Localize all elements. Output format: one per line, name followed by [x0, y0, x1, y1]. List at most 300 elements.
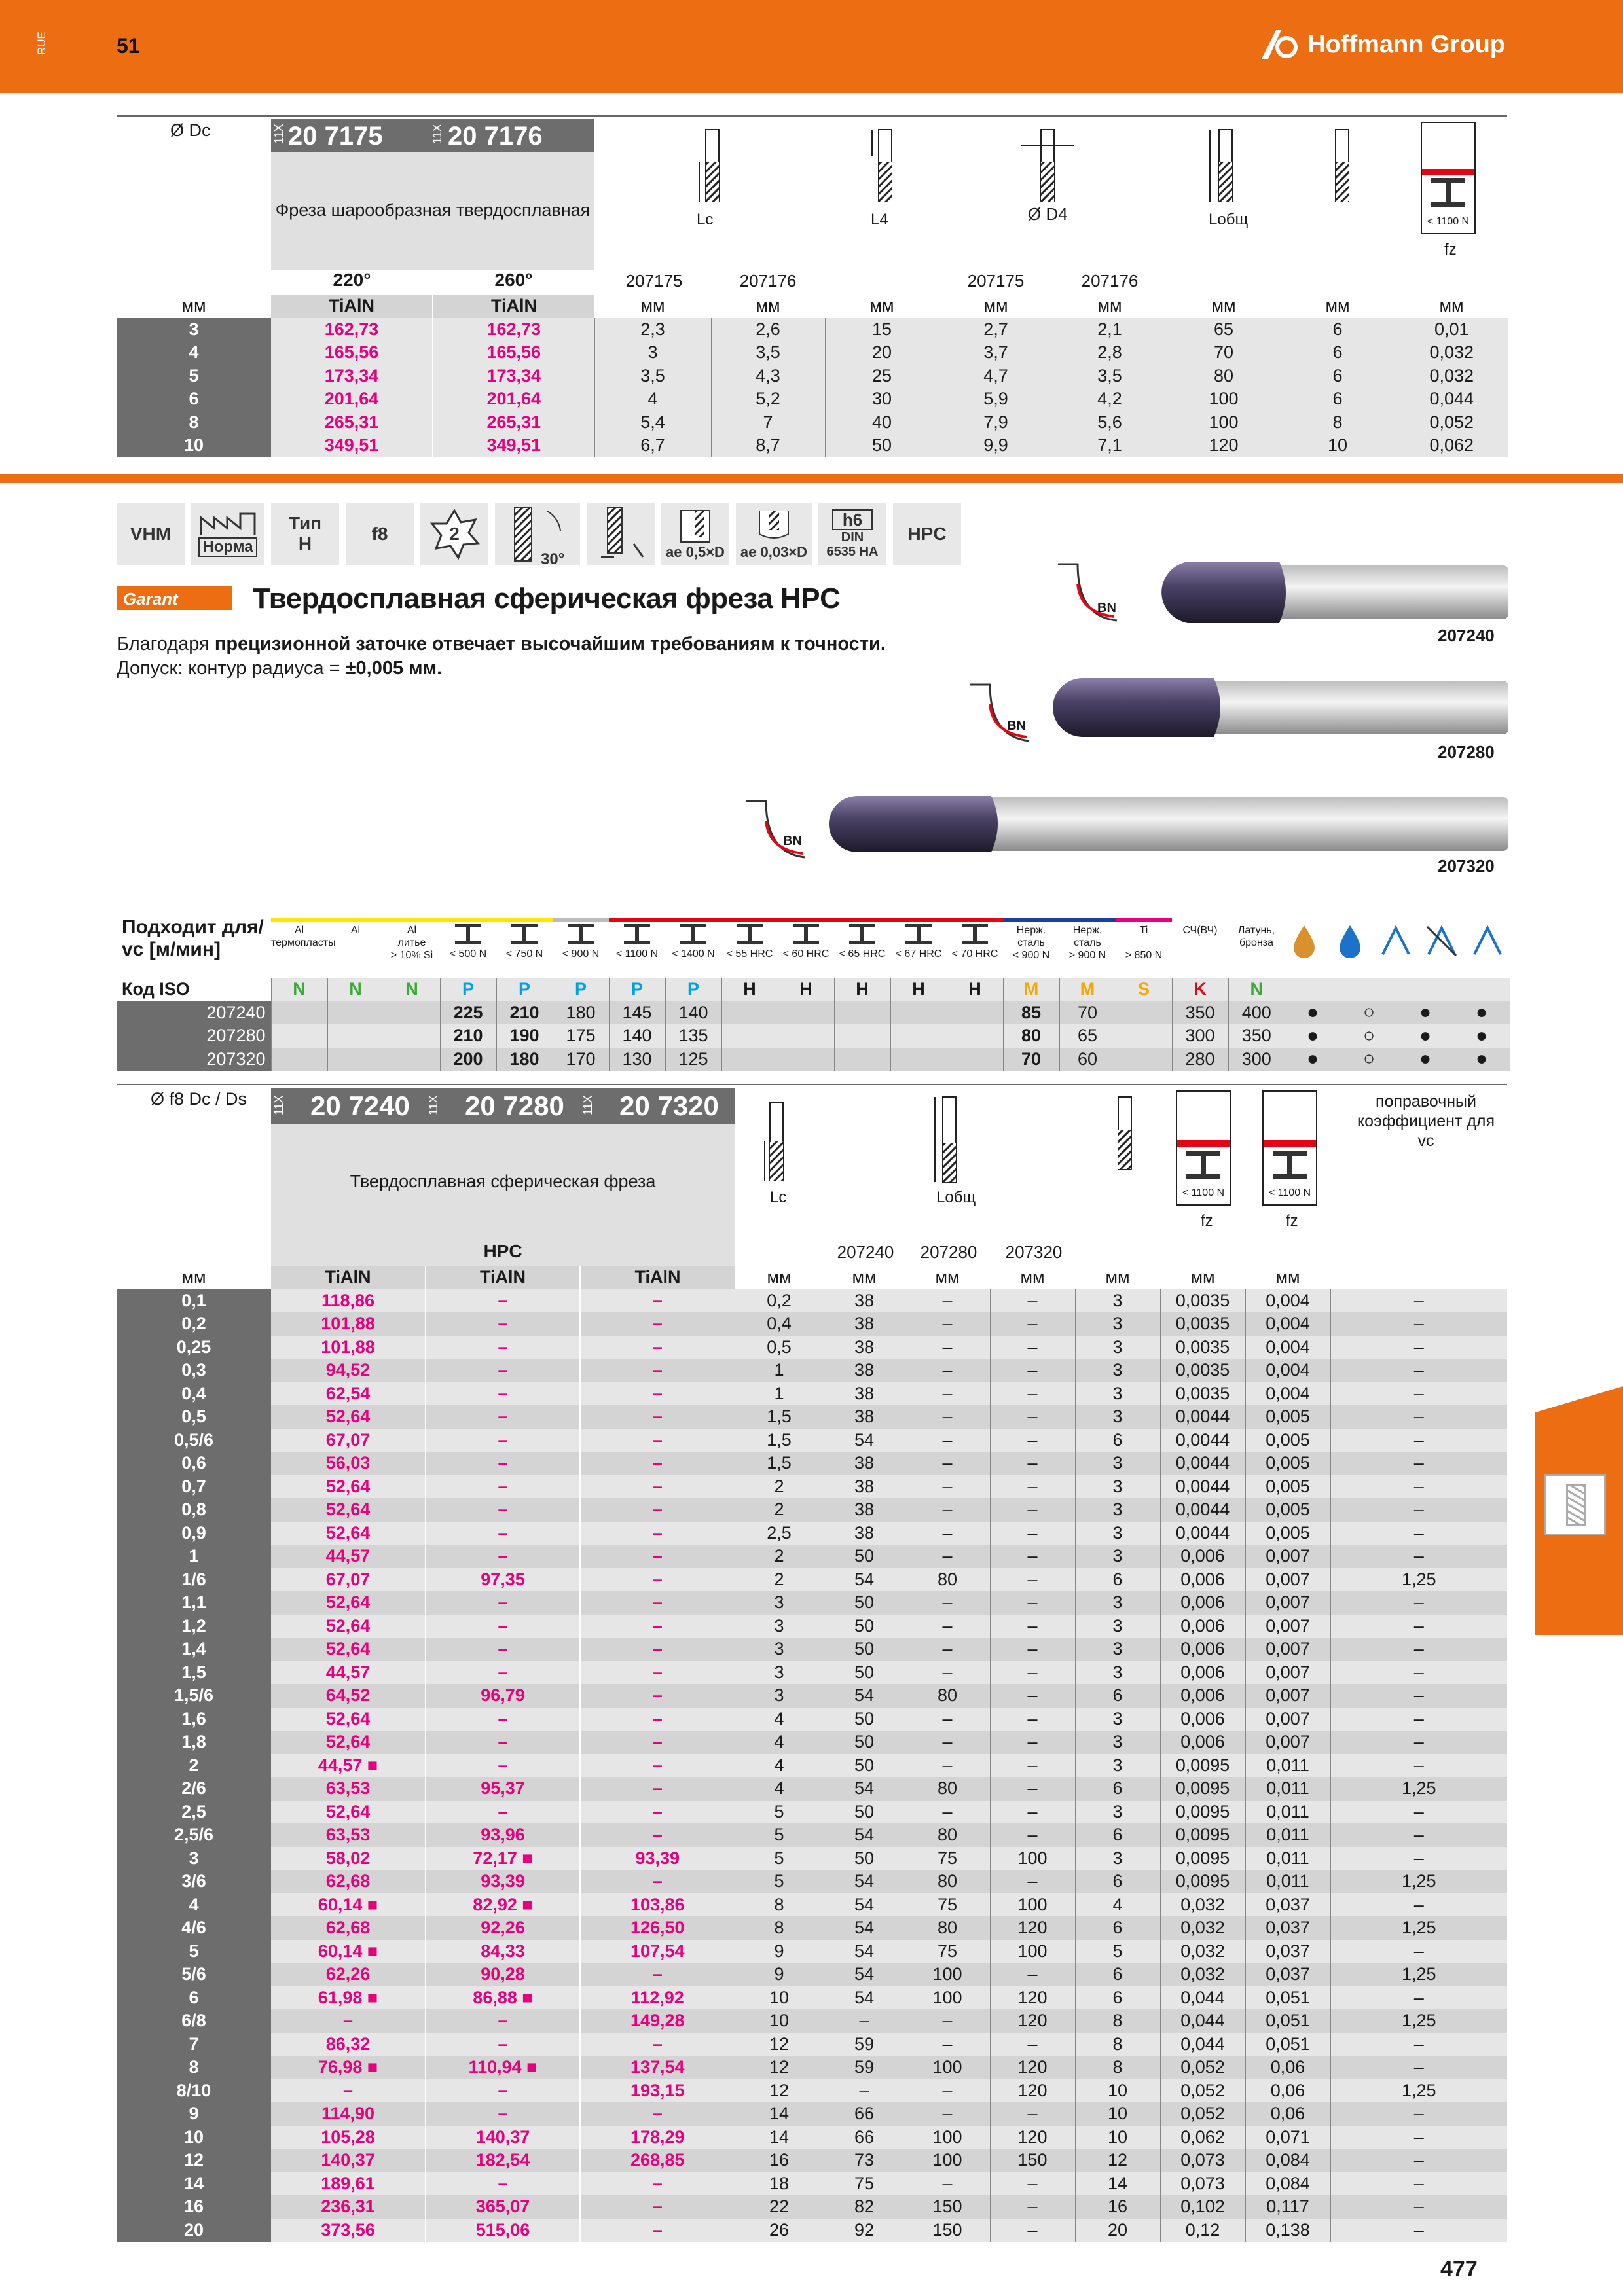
- t3-cell: –: [905, 1754, 990, 1778]
- t3-cell: –: [824, 2009, 905, 2033]
- ibeam-icon: [1431, 178, 1465, 207]
- t2-material-0: Al термопласты: [271, 918, 327, 949]
- t3-cell: 112,92: [580, 1986, 735, 2010]
- t1-cell: 3: [117, 318, 271, 342]
- t3-cell: 0,006: [1160, 1661, 1245, 1685]
- t2-iso-cell: N: [1228, 978, 1285, 1001]
- t3-col-lc: Lc: [770, 1189, 787, 1206]
- t3-cell: 12: [117, 2149, 271, 2172]
- t3-cell: 72,17 ■: [426, 1847, 580, 1871]
- t3-cell: 50: [824, 1638, 905, 1661]
- t2-cell: [947, 1024, 1003, 1048]
- t3-cell: 101,88: [271, 1336, 426, 1359]
- t3-cell: –: [1330, 1382, 1507, 1406]
- t2-material-10: < 65 HRC: [834, 918, 890, 960]
- t3-cell: 149,28: [580, 2009, 735, 2033]
- h6-label: h6: [832, 509, 873, 531]
- table-row: [117, 1336, 1507, 1359]
- t3-cell: 54: [824, 1568, 905, 1592]
- t3-cell: –: [905, 1591, 990, 1615]
- t2-material-12: < 70 HRC: [947, 918, 1003, 960]
- t3-cell: 54: [824, 1823, 905, 1847]
- t3-cell: –: [990, 1452, 1075, 1475]
- t3-cell: 0,0095: [1160, 1847, 1245, 1871]
- table-row: [117, 1823, 1507, 1847]
- t2-iso-cell: N: [271, 978, 327, 1001]
- t3-cell: –: [426, 1429, 580, 1452]
- t2-cell: [947, 1048, 1003, 1071]
- t3-cell: 80: [905, 1870, 990, 1893]
- t3-cell: 50: [824, 1801, 905, 1824]
- t2-cell: [721, 1048, 778, 1071]
- t2-cell: [778, 1048, 834, 1071]
- t3-cell: –: [990, 1522, 1075, 1545]
- t3-cell: –: [905, 1661, 990, 1685]
- t3-cell: 4: [1075, 1893, 1160, 1917]
- ae-05-label: ae 0,5×D: [666, 543, 725, 560]
- t3-cell: –: [990, 1684, 1075, 1708]
- t3-cell: 1,5/6: [117, 1684, 271, 1708]
- t3-cell: –: [1330, 2102, 1507, 2126]
- t3-cell: 3: [1075, 1498, 1160, 1522]
- t3-cell: 178,29: [580, 2126, 735, 2149]
- t3-cell: 6: [117, 1986, 271, 2010]
- t3-cell: 63,53: [271, 1823, 426, 1847]
- t3-cell: 93,96: [426, 1823, 580, 1847]
- t1-cell: 6: [1281, 318, 1395, 342]
- t3-cell: 0,004: [1245, 1382, 1330, 1406]
- table-row: [117, 1847, 1507, 1871]
- t3-cell: –: [426, 1545, 580, 1568]
- t2-iso-cell: H: [721, 978, 778, 1001]
- page-number-bottom: 477: [1440, 2257, 1478, 2282]
- t3-cell: 4: [117, 1893, 271, 1917]
- t3-cell: 3: [1075, 1382, 1160, 1406]
- t3-cell: 5: [735, 1801, 824, 1824]
- t3-cell: 107,54: [580, 1940, 735, 1964]
- tool-3-tag: BN: [783, 834, 802, 848]
- t3-cell: –: [905, 1452, 990, 1475]
- hpc-icon: HPC: [893, 503, 961, 565]
- t3-cell: 14: [1075, 2172, 1160, 2196]
- ae-003-icon: [736, 503, 812, 565]
- table-row: [117, 1638, 1507, 1661]
- t3-cell: 66: [824, 2126, 905, 2149]
- t3-cell: –: [1330, 2056, 1507, 2079]
- t3-cell: –: [990, 1498, 1075, 1522]
- t3-cell: –: [905, 2102, 990, 2126]
- t3-cell: 1: [117, 1545, 271, 1568]
- t1-cell: 4,3: [711, 365, 825, 388]
- t3-cell: –: [1330, 1545, 1507, 1568]
- t1-cell: 0,044: [1395, 387, 1508, 411]
- t3-cell: –: [426, 1615, 580, 1638]
- t2-cell: [384, 1001, 440, 1025]
- t3-cell: 38: [824, 1475, 905, 1499]
- t3-cell: 1,6: [117, 1708, 271, 1731]
- t3-cell: 0,5/6: [117, 1429, 271, 1452]
- t3-cell: –: [426, 1312, 580, 1336]
- t3-cell: –: [580, 1754, 735, 1778]
- t3-cell: 52,64: [271, 1591, 426, 1615]
- t3-cell: 0,006: [1160, 1638, 1245, 1661]
- table-row: [117, 1382, 1507, 1406]
- t3-cell: 8/10: [117, 2079, 271, 2103]
- din-label: DIN 6535 HA: [826, 530, 879, 560]
- t3-cell: –: [990, 1638, 1075, 1661]
- t3-cell: 3: [1075, 1708, 1160, 1731]
- t2-iso-cell: S: [1116, 978, 1172, 1001]
- t2-cell: 200: [440, 1048, 496, 1071]
- t3-cell: 0,138: [1245, 2219, 1330, 2242]
- t1-cell: 349,51: [433, 434, 594, 457]
- t3-cell: 0,0044: [1160, 1475, 1245, 1499]
- t1-angle-1: 220°: [333, 270, 371, 290]
- t3-cell: 0,007: [1245, 1615, 1330, 1638]
- t1-cell: 120: [1167, 434, 1281, 457]
- t1-cell: 2,6: [711, 318, 825, 342]
- t1-sub-a1: 207175: [625, 271, 683, 291]
- t2-cool-head: [1453, 978, 1510, 1001]
- t1-cell: 100: [1167, 387, 1281, 411]
- t3-cell: –: [990, 1777, 1075, 1801]
- table-row: [117, 341, 1508, 365]
- t3-cell: 14: [735, 2126, 824, 2149]
- t3-cell: –: [580, 1498, 735, 1522]
- t3-cell: –: [990, 2033, 1075, 2056]
- table-row: [117, 1405, 1507, 1429]
- shank-tool-icon: [1322, 123, 1362, 215]
- t2-title-2: vc [м/мин]: [122, 939, 221, 960]
- t3-cell: 50: [824, 1847, 905, 1871]
- air-icon: [1468, 922, 1507, 961]
- t1-sub-b1: 207176: [739, 271, 797, 291]
- t3-cell: 10: [117, 2126, 271, 2149]
- t3-cell: 1,8: [117, 1731, 271, 1754]
- t1-cell: 7: [711, 411, 825, 435]
- t2-cell: [384, 1048, 440, 1071]
- t2-cell: 210: [440, 1024, 496, 1048]
- t3-cell: –: [990, 2102, 1075, 2126]
- t3-cell: 80: [905, 1916, 990, 1940]
- t2-cell: 350: [1172, 1001, 1228, 1025]
- t3-cell: 96,79: [426, 1684, 580, 1708]
- t3-cell: –: [426, 1405, 580, 1429]
- t3-cell: 66: [824, 2102, 905, 2126]
- t2-cool: ○: [1341, 1001, 1397, 1025]
- t3-cell: 54: [824, 1940, 905, 1964]
- t3-cell: 2: [735, 1475, 824, 1499]
- t3-cell: 50: [824, 1615, 905, 1638]
- t3-cell: –: [990, 1708, 1075, 1731]
- t2-cell: [1116, 1048, 1172, 1071]
- t3-cell: 80: [905, 1777, 990, 1801]
- t3-cell: –: [1330, 1429, 1507, 1452]
- table-row: [117, 2149, 1507, 2172]
- t3-cell: 0,06: [1245, 2102, 1330, 2126]
- t3-cell: –: [1330, 1661, 1507, 1685]
- t3-cell: 38: [824, 1289, 905, 1313]
- t3-cell: 0,9: [117, 1522, 271, 1545]
- t3-cell: 16: [735, 2149, 824, 2172]
- t3-cell: 0,007: [1245, 1638, 1330, 1661]
- t3-cell: 3: [117, 1847, 271, 1871]
- t3-cell: 80: [905, 1568, 990, 1592]
- t3-cell: 56,03: [271, 1452, 426, 1475]
- t3-cell: 8: [117, 2056, 271, 2079]
- product-title: Твердосплавная сферическая фреза HPC: [253, 583, 841, 615]
- t3-cell: 182,54: [426, 2149, 580, 2172]
- t1-angle-2: 260°: [494, 270, 533, 290]
- section-divider: [0, 474, 1623, 483]
- t3-cell: –: [580, 1452, 735, 1475]
- table-row: [117, 411, 1508, 435]
- table-row: [117, 1777, 1507, 1801]
- t1-article-1: 20 7175: [288, 122, 383, 151]
- t3-cell: 0,052: [1160, 2102, 1245, 2126]
- t3-cell: –: [426, 1638, 580, 1661]
- t3-sub-1: 207240: [837, 1242, 894, 1262]
- table-row: [117, 1754, 1507, 1778]
- t3-cell: –: [905, 1289, 990, 1313]
- t3-cell: –: [905, 1731, 990, 1754]
- t3-cell: 0,007: [1245, 1661, 1330, 1685]
- t3-cell: –: [580, 2102, 735, 2126]
- t3-cell: –: [1330, 1591, 1507, 1615]
- t2-cell: 225: [440, 1001, 496, 1025]
- t3-cell: 150: [905, 2219, 990, 2242]
- t1-cell: 7,1: [1053, 434, 1167, 457]
- t3-cell: –: [1330, 1754, 1507, 1778]
- t3-cell: 7: [117, 2033, 271, 2056]
- t3-cell: 3: [1075, 1289, 1160, 1313]
- t3-cell: –: [905, 1429, 990, 1452]
- t3-cell: 92,26: [426, 1916, 580, 1940]
- t3-cell: 6: [1075, 1986, 1160, 2010]
- t3-cell: 67,07: [271, 1568, 426, 1592]
- ibeam-icon: [568, 924, 594, 944]
- t2-cell: [1116, 1001, 1172, 1025]
- t2-cell: 135: [665, 1024, 721, 1048]
- t3-cell: –: [580, 2172, 735, 2196]
- t3-cell: 0,005: [1245, 1405, 1330, 1429]
- t3-cell: 38: [824, 1336, 905, 1359]
- t3-cell: 1,25: [1330, 1916, 1507, 1940]
- t3-cell: –: [580, 1684, 735, 1708]
- t3-cell: 10: [1075, 2102, 1160, 2126]
- t2-cool: ●: [1285, 1001, 1341, 1025]
- t3-cell: 3: [1075, 1591, 1160, 1615]
- t3-cell: 120: [990, 2079, 1075, 2103]
- t2-cell: 65: [1059, 1024, 1116, 1048]
- t3-cell: 0,7: [117, 1475, 271, 1499]
- t3-cell: –: [426, 1591, 580, 1615]
- t1-cell: 80: [1167, 365, 1281, 388]
- t3-cell: 94,52: [271, 1359, 426, 1382]
- t3-cell: 0,0095: [1160, 1754, 1245, 1778]
- t3-cell: 63,53: [271, 1777, 426, 1801]
- t3-unit-row: мм TiAlN TiAlN TiAlN мм мм мм мм мм мм мм: [117, 1266, 1507, 1289]
- t3-cell: 86,32: [271, 2033, 426, 2056]
- t3-cell: –: [580, 1638, 735, 1661]
- t1-sub-a2: 207175: [967, 271, 1025, 291]
- t3-cell: 4: [735, 1708, 824, 1731]
- t3-cell: 9: [735, 1940, 824, 1964]
- t3-cell: 0,6: [117, 1452, 271, 1475]
- t3-cell: 0,0044: [1160, 1498, 1245, 1522]
- t2-cell: 145: [609, 1001, 665, 1025]
- ae-003-label: ae 0,03×D: [740, 543, 808, 560]
- norma-label: Норма: [198, 537, 257, 557]
- t3-cell: –: [1330, 2149, 1507, 2172]
- t2-cell: 300: [1228, 1048, 1285, 1071]
- t3-cell: 0,2: [117, 1312, 271, 1336]
- t3-cell: 0,0044: [1160, 1405, 1245, 1429]
- t2-material-4: < 750 N: [496, 918, 553, 960]
- t3-cell: 100: [990, 1847, 1075, 1871]
- t3-cell: –: [905, 1359, 990, 1382]
- t3-cell: 365,07: [426, 2195, 580, 2219]
- t2-cell: [778, 1024, 834, 1048]
- tool-image-207320: [828, 791, 1515, 856]
- t3-cell: 54: [824, 1684, 905, 1708]
- t1-cell: 9,9: [939, 434, 1053, 457]
- t3-cell: 8: [1075, 2056, 1160, 2079]
- t3-cell: 0,071: [1245, 2126, 1330, 2149]
- t2-iso-cell: H: [947, 978, 1003, 1001]
- t3-cell: –: [426, 1522, 580, 1545]
- t2-title-1: Подходит для/: [122, 916, 264, 938]
- t3-cell: 0,2: [735, 1289, 824, 1313]
- t3-cell: 12: [1075, 2149, 1160, 2172]
- t3-cell: –: [580, 1545, 735, 1568]
- t3-cell: –: [580, 2195, 735, 2219]
- table-row: [117, 1568, 1507, 1592]
- t3-cell: 100: [990, 1940, 1075, 1964]
- t3-cell: –: [580, 2033, 735, 2056]
- table-row: [117, 1048, 1510, 1071]
- t2-iso-cell: P: [496, 978, 553, 1001]
- t1-col-lc: Lc: [697, 211, 714, 228]
- t1-cell: 40: [825, 411, 939, 435]
- t2-cell: [721, 1001, 778, 1025]
- t3-cell: 58,02: [271, 1847, 426, 1871]
- t3-cell: –: [580, 1708, 735, 1731]
- t3-cell: 20: [117, 2219, 271, 2242]
- helix-angle-icon: [495, 503, 580, 568]
- t3-cell: 6: [1075, 1870, 1160, 1893]
- t3-cell: 0,007: [1245, 1568, 1330, 1592]
- t3-cell: –: [580, 1731, 735, 1754]
- t3-cell: 3: [1075, 1731, 1160, 1754]
- t3-cell: 12: [735, 2079, 824, 2103]
- t3-cell: –: [426, 2102, 580, 2126]
- t3-cell: –: [580, 1568, 735, 1592]
- t2-material-6: < 1100 N: [609, 918, 665, 960]
- t3-cell: –: [426, 2009, 580, 2033]
- t1-cell: 6: [1281, 365, 1395, 388]
- t3-cell: 86,88 ■: [426, 1986, 580, 2010]
- t3-force-1: < 1100 N: [1182, 1187, 1225, 1198]
- t3-cell: 62,26: [271, 1963, 426, 1986]
- t3-cell: –: [580, 1405, 735, 1429]
- table-row: [117, 1615, 1507, 1638]
- t1-cell: 5,2: [711, 387, 825, 411]
- t1-cell: 100: [1167, 411, 1281, 435]
- t3-cell: 150: [990, 2149, 1075, 2172]
- table-row: [117, 2102, 1507, 2126]
- t3-cell: 137,54: [580, 2056, 735, 2079]
- t3-cell: 0,0095: [1160, 1870, 1245, 1893]
- t1-cell: 3,5: [711, 341, 825, 365]
- t2-iso-cell: H: [890, 978, 947, 1001]
- t3-cell: –: [990, 1963, 1075, 1986]
- ibeam-icon: [962, 924, 988, 944]
- t3-cell: 0,0035: [1160, 1289, 1245, 1313]
- t3-cell: –: [990, 1475, 1075, 1499]
- lc-tool-icon: [694, 123, 733, 215]
- t3-cell: 0,102: [1160, 2195, 1245, 2219]
- t3-cell: 52,64: [271, 1475, 426, 1499]
- t3-cell: 97,35: [426, 1568, 580, 1592]
- t3-cell: 0,3: [117, 1359, 271, 1382]
- t3-cell: –: [905, 1615, 990, 1638]
- t3-cell: 38: [824, 1359, 905, 1382]
- t1-cell: 6: [1281, 341, 1395, 365]
- t3-cell: 118,86: [271, 1289, 426, 1313]
- t3-cell: –: [905, 1312, 990, 1336]
- t3-cell: 54: [824, 1429, 905, 1452]
- t1-cell: 165,56: [271, 341, 433, 365]
- t3-cell: 140,37: [426, 2126, 580, 2149]
- t3-cell: 95,37: [426, 1777, 580, 1801]
- t1-cell: 162,73: [271, 318, 433, 342]
- t1-unit-row: мм TiAlN TiAlN мм мм мм мм мм мм мм мм: [117, 295, 1508, 318]
- t3-cell: 38: [824, 1498, 905, 1522]
- t2-cell: [947, 1001, 1003, 1025]
- t2-iso-cell: M: [1003, 978, 1059, 1001]
- t3-cell: –: [580, 1870, 735, 1893]
- t1-cell: 201,64: [433, 387, 594, 411]
- table-row: [117, 2079, 1507, 2103]
- t3-cell: 4: [735, 1754, 824, 1778]
- t1-cell: 10: [1281, 434, 1395, 457]
- t3-cell: 0,005: [1245, 1522, 1330, 1545]
- t3-cell: 0,12: [1160, 2219, 1245, 2242]
- t3-cell: –: [905, 1382, 990, 1406]
- t3-article-3: 20 7320: [619, 1090, 719, 1121]
- t3-cell: –: [990, 1312, 1075, 1336]
- table-row: [117, 2219, 1507, 2242]
- table-row: [117, 365, 1508, 388]
- t3-cell: 0,084: [1245, 2172, 1330, 2196]
- t1-cell: 3,5: [1053, 365, 1167, 388]
- t2-cool: ○: [1341, 1024, 1397, 1048]
- t1-article-2: 20 7176: [448, 122, 543, 151]
- t3-cell: 10: [735, 2009, 824, 2033]
- t2-cell: 125: [665, 1048, 721, 1071]
- t3-cell: 2: [735, 1545, 824, 1568]
- t3-fz-box-1: [1176, 1090, 1231, 1206]
- t1-cell: 5,4: [594, 411, 711, 435]
- t1-description: Фреза шарообразная твердосплавная: [275, 200, 591, 220]
- t3-cell: –: [1330, 1684, 1507, 1708]
- t3-cell: 0,006: [1160, 1591, 1245, 1615]
- table-row: [117, 2126, 1507, 2149]
- t3-cell: –: [426, 1708, 580, 1731]
- t1-cell: 4: [117, 341, 271, 365]
- t2-cell: [890, 1024, 947, 1048]
